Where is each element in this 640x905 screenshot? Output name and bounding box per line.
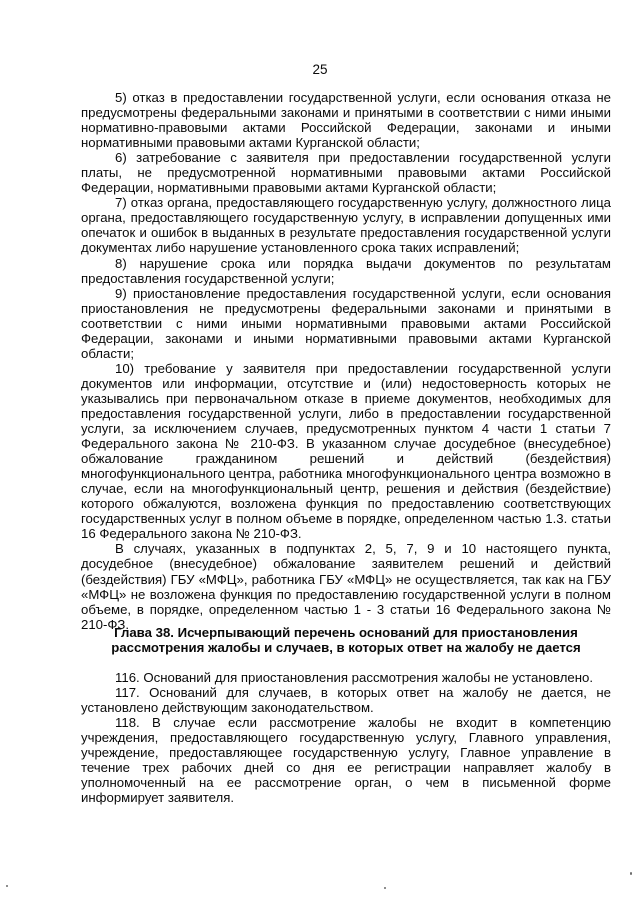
scan-speck xyxy=(384,887,386,889)
paragraph-item-9: 9) приостановление предоставления государственной услуги, если основания приостановления не предусмотрены федеральными законами и принятыми в соответствии с ними иными нормативными правовыми актами Российской Федерации, законами и иными нормативными правовыми актами Курганской области; xyxy=(81,285,611,361)
paragraph-118: 118. В случае если рассмотрение жалобы не входит в компетенцию учреждения, предоставляющего государственную услугу, Главного управления, учреждение, предоставляющее государственную услугу, Главное управление в течение трех рабочих дней со дня ее регистрации направляет жалобу в уполномоченный на ее рассмотрение орган, о чем в письменной форме информирует заявителя. xyxy=(81,715,611,806)
body-text xyxy=(81,90,611,632)
paragraph-item-8: 8) нарушение срока или порядка выдачи документов по результатам предоставления государственной услуги; xyxy=(81,255,611,286)
paragraph-117: 117. Оснований для случаев, в которых ответ на жалобу не дается, не установлено действующим законодательством. xyxy=(81,685,611,716)
paragraph-item-5: 5) отказ в предоставлении государственной услуги, если основания отказа не предусмотрены федеральными законами и принятыми в соответствии с ними иными нормативно-правовыми актами Российской Федерации, законами и иными нормативными правовыми актами Курганской области; xyxy=(81,90,611,151)
scan-speck xyxy=(630,872,632,875)
chapter-text xyxy=(81,670,611,805)
chapter-heading: Глава 38. Исчерпывающий перечень оснований для приостановления рассмотрения жалобы и случаев, в которых ответ на жалобу не дается xyxy=(111,625,581,656)
paragraph-116: 116. Оснований для приостановления рассмотрения жалобы не установлено. xyxy=(115,670,594,685)
paragraph-item-6: 6) затребование с заявителя при предоставлении государственной услуги платы, не предусмотренной нормативными правовыми актами Российской Федерации, нормативными правовыми актами Курганской области; xyxy=(81,150,611,196)
paragraph-item-7: 7) отказ органа, предоставляющего государственную услугу, должностного лица органа, предоставляющего государственную услугу, в исправлении допущенных ими опечаток и ошибок в выданных в результате предоставления государственной услуги документах либо нарушение установленного срока таких исправлений; xyxy=(81,195,611,256)
paragraph-exceptions: В случаях, указанных в подпунктах 2, 5, 7, 9 и 10 настоящего пункта, досудебное (внесудебное) обжалование заявителем решений и действий (бездействия) ГБУ «МФЦ», работника ГБУ «МФЦ» не осуществляется, так как на ГБУ «МФЦ» не возложена функция по предоставлению государственной услуги в полном объеме, в порядке, определенном частью 1 - 3 статьи 16 Федерального закона № 210-ФЗ. xyxy=(81,541,611,632)
page-number: 25 xyxy=(312,62,328,77)
scan-speck xyxy=(6,885,8,887)
paragraph-item-10: 10) требование у заявителя при предоставлении государственной услуги документов или информации, отсутствие и (или) недостоверность которых не указывались при первоначальном отказе в приеме документов, необходимых для предоставления государственной услуги, либо в предоставлении государственной услуги, за исключением случаев, предусмотренных пунктом 4 части 1 статьи 7 Федерального закона № 210-ФЗ. В указанном случае досудебное (внесудебное) обжалование гражданином решений и действий (бездействия) многофункционального центра, работника многофункционального центра возможно в случае, если на многофункциональный центр, решения и действия (бездействие) которого обжалуются, возложена функция по предоставлению соответствующих государственных услуг в полном объеме в порядке, определенном частью 1.3. статьи 16 Федерального закона № 210-ФЗ. xyxy=(81,360,611,542)
